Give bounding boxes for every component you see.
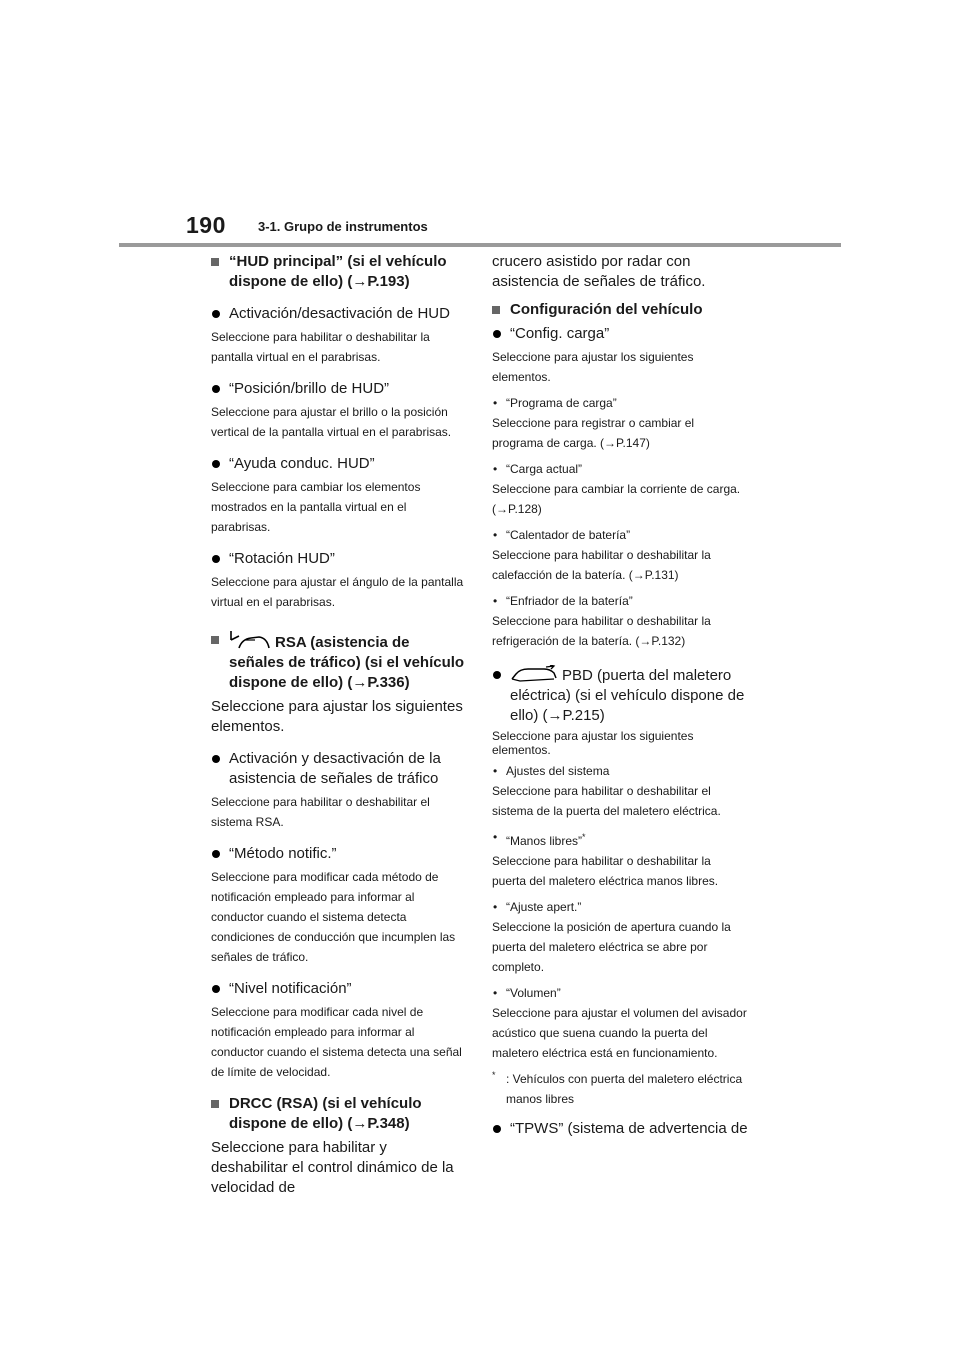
item-desc: Seleccione para modificar cada nivel de notificación empleado para informar al conductor cuando el sistema detecta una señal de límite de velocidad. [211,1005,462,1079]
sub-item-label: “Ajuste apert.” [506,900,582,914]
item-desc: Seleccione para ajustar el ángulo de la pantalla virtual en el parabrisas. [211,575,464,609]
sub-bullet: • [493,830,498,844]
sub-item [492,897,748,917]
heading-text: RSA (asistencia de señales de tráfico) (si el vehículo dispone de ello) (→P.336) [229,634,465,691]
item-label: “TPWS” (sistema de advertencia de [510,1120,748,1137]
bullet-icon [212,555,220,563]
item-charge-config [492,324,748,344]
bullet-icon [212,385,220,393]
item-label: “Método notific.” [229,845,337,862]
page-number: 190 [186,212,226,238]
sub-bullet: • [493,900,498,914]
right-column [492,252,748,1139]
heading-drcc [211,1094,467,1134]
bullet-icon [493,1125,501,1133]
item-label: “Config. carga” [510,325,610,342]
item-desc: Seleccione para habilitar o deshabilitar la pantalla virtual en el parabrisas. [211,330,430,364]
item-label: “Ayuda conduc. HUD” [229,455,375,472]
sub-bullet: • [493,594,498,608]
sub-item-label: “Manos libres” [506,834,583,848]
rsa-sign-icon [229,630,271,650]
heading-text: Configuración del vehículo [510,301,703,318]
heading-rsa [211,630,467,693]
footnote [492,1069,748,1109]
left-column [211,252,467,1198]
bullet-icon [212,310,220,318]
sub-item-label: Ajustes del sistema [506,764,610,778]
item-hud-assist [211,454,467,474]
heading-text: “HUD principal” (si el vehículo dispone de ello) (→P.193) [229,253,447,290]
item-hud-onoff [211,304,467,324]
paragraph: Seleccione para habilitar y deshabilitar el control dinámico de la velocidad de [211,1139,454,1196]
item-rsa-level [211,979,467,999]
footnote-text: : Vehículos con puerta del maletero eléctrica manos libres [506,1072,743,1106]
sub-item [492,761,748,781]
heading-square-icon [492,306,500,314]
bullet-icon [493,330,501,338]
sub-bullet: • [493,764,498,778]
sub-item-desc: Seleccione para cambiar la corriente de carga. (→P.128) [492,482,741,516]
sub-bullet: • [493,986,498,1000]
sub-item [492,525,748,545]
sub-item-desc: Seleccione para habilitar o deshabilitar la refrigeración de la batería. (→P.132) [492,614,711,648]
item-desc: Seleccione para ajustar el brillo o la posición vertical de la pantalla virtual en el parabrisas. [211,405,452,439]
item-pbd [492,665,748,726]
sub-item-desc: Seleccione para registrar o cambiar el programa de carga. (→P.147) [492,416,695,450]
sub-item-label: “Programa de carga” [506,396,617,410]
sub-item-label: “Enfriador de la batería” [506,594,633,608]
sub-item-desc: Seleccione para habilitar o deshabilitar el sistema de la puerta del maletero eléctrica. [492,784,721,818]
bullet-icon [212,755,220,763]
sub-item [492,827,748,851]
item-rsa-onoff [211,749,467,789]
item-tpws [492,1119,748,1139]
sub-item-desc: Seleccione para ajustar el volumen del avisador acústico que suena cuando la puerta del maletero eléctrica está en funcionamiento. [492,1006,747,1060]
heading-square-icon [211,258,219,266]
section-title: 3-1. Grupo de instrumentos [258,219,428,234]
sub-bullet: • [493,528,498,542]
sub-item-desc: Seleccione para habilitar o deshabilitar la puerta del maletero eléctrica manos libres. [492,854,719,888]
item-label: PBD (puerta del maletero eléctrica) (si el vehículo dispone de ello) (→P.215) [510,667,745,724]
item-label: “Rotación HUD” [229,550,335,567]
sub-item [492,459,748,479]
item-desc: Seleccione para habilitar o deshabilitar el sistema RSA. [211,795,430,829]
item-label: Activación/desactivación de HUD [229,305,450,322]
sub-item-label: “Carga actual” [506,462,583,476]
item-hud-rotation [211,549,467,569]
item-hud-position [211,379,467,399]
item-label: Activación y desactivación de la asistencia de señales de tráfico [229,750,441,787]
sub-item [492,591,748,611]
footnote-mark: * [492,1070,496,1080]
sub-bullet: • [493,462,498,476]
item-label: “Posición/brillo de HUD” [229,380,390,397]
paragraph: crucero asistido por radar con asistencia de señales de tráfico. [492,253,706,290]
header-rule [119,243,841,247]
item-desc: Seleccione para modificar cada método de notificación empleado para informar al conductor cuando el sistema detecta condiciones de conducción que incumplen las señales de tráfico. [211,870,456,964]
heading-hud-main [211,252,467,292]
sub-item-desc: Seleccione para habilitar o deshabilitar la calefacción de la batería. (→P.131) [492,548,711,582]
heading-vehicle-config [492,300,748,320]
item-desc: Seleccione para ajustar los siguientes elementos. [492,350,694,384]
item-desc: Seleccione para ajustar los siguientes elementos. [492,729,694,757]
item-label: “Nivel notificación” [229,980,352,997]
item-desc: Seleccione para cambiar los elementos mostrados en la pantalla virtual en el parabrisas. [211,480,421,534]
sub-item-label: “Calentador de batería” [506,528,631,542]
heading-square-icon [211,636,219,644]
sub-item-label: “Volumen” [506,986,561,1000]
footnote-mark: * [582,832,586,842]
bullet-icon [212,850,220,858]
bullet-icon [493,671,501,679]
item-rsa-method [211,844,467,864]
sub-item-desc: Seleccione la posición de apertura cuando la puerta del maletero eléctrica se abre por completo. [492,920,731,974]
heading-square-icon [211,1100,219,1108]
bullet-icon [212,985,220,993]
heading-text: DRCC (RSA) (si el vehículo dispone de ello) (→P.348) [229,1095,422,1132]
bullet-icon [212,460,220,468]
sub-item [492,393,748,413]
sub-item [492,983,748,1003]
sub-bullet: • [493,396,498,410]
paragraph: Seleccione para ajustar los siguientes elementos. [211,698,463,735]
power-back-door-icon [510,665,558,683]
